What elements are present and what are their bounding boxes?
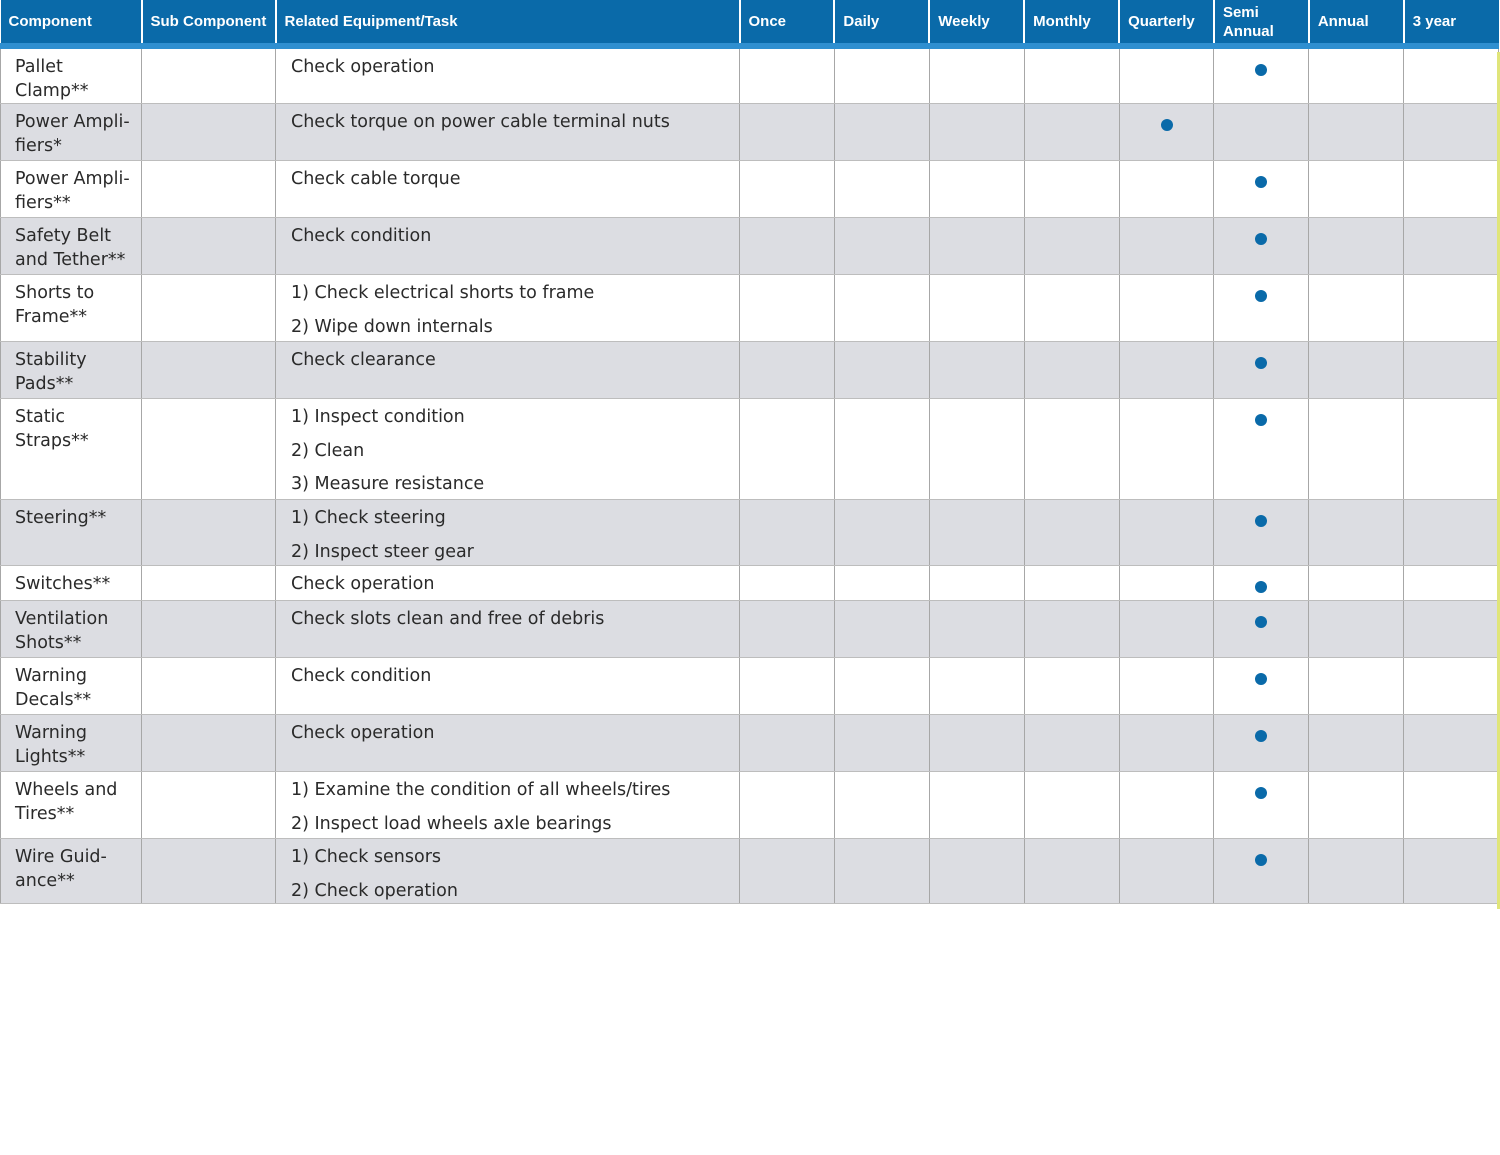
task-cell bbox=[276, 715, 740, 772]
frequency-dot-icon bbox=[1255, 730, 1267, 742]
frequency-cell bbox=[740, 715, 835, 772]
task-cell bbox=[276, 104, 740, 161]
frequency-cell bbox=[740, 566, 835, 601]
table-body bbox=[1, 46, 1499, 903]
component-cell bbox=[1, 566, 142, 601]
frequency-dot-icon bbox=[1255, 616, 1267, 628]
frequency-cell bbox=[740, 161, 835, 218]
frequency-cell bbox=[1119, 772, 1214, 839]
frequency-cell bbox=[1119, 500, 1214, 566]
header-monthly: Monthly bbox=[1024, 0, 1119, 46]
frequency-cell bbox=[834, 500, 929, 566]
frequency-cell bbox=[1119, 275, 1214, 342]
task-cell bbox=[276, 601, 740, 658]
frequency-cell bbox=[1404, 500, 1499, 566]
component-name: Warning Lights** bbox=[15, 723, 87, 767]
frequency-dot-icon bbox=[1255, 515, 1267, 527]
frequency-dot-icon bbox=[1255, 673, 1267, 685]
frequency-dot-icon bbox=[1255, 581, 1267, 593]
frequency-cell bbox=[929, 275, 1024, 342]
frequency-cell bbox=[834, 104, 929, 161]
frequency-cell bbox=[1214, 161, 1309, 218]
frequency-cell bbox=[1119, 839, 1214, 904]
sub-component-cell bbox=[142, 566, 276, 601]
table-row bbox=[1, 342, 1499, 399]
frequency-cell bbox=[1309, 715, 1404, 772]
task-step: Check operation bbox=[291, 57, 435, 77]
component-name: Warning Decals** bbox=[15, 666, 92, 710]
frequency-dot-icon bbox=[1255, 290, 1267, 302]
sub-component-cell bbox=[142, 104, 276, 161]
table-row bbox=[1, 658, 1499, 715]
task-cell bbox=[276, 658, 740, 715]
table-row bbox=[1, 46, 1499, 104]
task-step: Check operation bbox=[291, 723, 435, 743]
frequency-cell bbox=[1309, 46, 1404, 104]
task-step: 1) Check electrical shorts to frame bbox=[291, 283, 595, 303]
table-row bbox=[1, 601, 1499, 658]
task-step: 3) Measure resistance bbox=[291, 474, 485, 494]
component-name: Power Ampli-fiers* bbox=[15, 112, 130, 156]
frequency-cell bbox=[1309, 275, 1404, 342]
frequency-cell bbox=[1214, 658, 1309, 715]
task-cell bbox=[276, 839, 740, 904]
task-step: 1) Check steering bbox=[291, 508, 446, 528]
frequency-cell bbox=[1024, 500, 1119, 566]
frequency-cell bbox=[929, 500, 1024, 566]
frequency-cell bbox=[1024, 104, 1119, 161]
frequency-cell bbox=[1214, 715, 1309, 772]
frequency-cell bbox=[1119, 104, 1214, 161]
task-step: 1) Inspect condition bbox=[291, 407, 465, 427]
frequency-cell bbox=[1214, 104, 1309, 161]
component-name: Static Straps** bbox=[15, 407, 89, 451]
frequency-dot-icon bbox=[1255, 787, 1267, 799]
frequency-cell bbox=[834, 275, 929, 342]
frequency-cell bbox=[929, 715, 1024, 772]
frequency-cell bbox=[929, 342, 1024, 399]
table-row bbox=[1, 500, 1499, 566]
header-semi-annual: Semi Annual bbox=[1214, 0, 1309, 46]
task-step: 1) Check sensors bbox=[291, 847, 442, 867]
table-row bbox=[1, 104, 1499, 161]
component-name: Shorts to Frame** bbox=[15, 283, 95, 327]
header-annual: Annual bbox=[1309, 0, 1404, 46]
frequency-cell bbox=[1404, 772, 1499, 839]
frequency-cell bbox=[1404, 342, 1499, 399]
frequency-cell bbox=[834, 715, 929, 772]
frequency-cell bbox=[1214, 772, 1309, 839]
table-row bbox=[1, 715, 1499, 772]
frequency-cell bbox=[1309, 104, 1404, 161]
frequency-cell bbox=[1214, 500, 1309, 566]
frequency-cell bbox=[1119, 46, 1214, 104]
frequency-cell bbox=[1024, 46, 1119, 104]
sub-component-cell bbox=[142, 46, 276, 104]
frequency-cell bbox=[1214, 275, 1309, 342]
sub-component-cell bbox=[142, 839, 276, 904]
header-quarterly: Quarterly bbox=[1119, 0, 1214, 46]
frequency-cell bbox=[1119, 342, 1214, 399]
frequency-cell bbox=[929, 218, 1024, 275]
frequency-cell bbox=[929, 161, 1024, 218]
sub-component-cell bbox=[142, 500, 276, 566]
frequency-cell bbox=[740, 342, 835, 399]
sub-component-cell bbox=[142, 601, 276, 658]
component-name: Safety Belt and Tether** bbox=[15, 226, 126, 270]
sub-component-cell bbox=[142, 658, 276, 715]
frequency-cell bbox=[929, 46, 1024, 104]
header-task: Related Equipment/Task bbox=[276, 0, 740, 46]
frequency-cell bbox=[1024, 218, 1119, 275]
frequency-dot-icon bbox=[1255, 176, 1267, 188]
sub-component-cell bbox=[142, 399, 276, 500]
frequency-cell bbox=[1309, 161, 1404, 218]
frequency-cell bbox=[740, 601, 835, 658]
frequency-cell bbox=[1309, 601, 1404, 658]
frequency-cell bbox=[1024, 399, 1119, 500]
header-component: Component bbox=[1, 0, 142, 46]
task-cell bbox=[276, 566, 740, 601]
component-name: Stability Pads** bbox=[15, 350, 87, 394]
frequency-cell bbox=[740, 104, 835, 161]
frequency-cell bbox=[1404, 399, 1499, 500]
frequency-cell bbox=[740, 218, 835, 275]
frequency-cell bbox=[1024, 772, 1119, 839]
task-step: Check operation bbox=[291, 574, 435, 594]
frequency-cell bbox=[1404, 658, 1499, 715]
frequency-cell bbox=[1214, 342, 1309, 399]
frequency-cell bbox=[1214, 218, 1309, 275]
frequency-cell bbox=[834, 399, 929, 500]
frequency-dot-icon bbox=[1255, 233, 1267, 245]
frequency-cell bbox=[1024, 161, 1119, 218]
frequency-cell bbox=[929, 566, 1024, 601]
task-cell bbox=[276, 161, 740, 218]
sub-component-cell bbox=[142, 772, 276, 839]
frequency-cell bbox=[1309, 500, 1404, 566]
component-cell bbox=[1, 46, 142, 104]
component-cell bbox=[1, 399, 142, 500]
task-step: Check condition bbox=[291, 226, 432, 246]
frequency-cell bbox=[1214, 601, 1309, 658]
component-name: Wire Guid-ance** bbox=[15, 847, 107, 891]
sub-component-cell bbox=[142, 715, 276, 772]
frequency-cell bbox=[1404, 161, 1499, 218]
table-row bbox=[1, 161, 1499, 218]
task-step: Check condition bbox=[291, 666, 432, 686]
frequency-cell bbox=[1309, 839, 1404, 904]
frequency-cell bbox=[1404, 601, 1499, 658]
table-row bbox=[1, 218, 1499, 275]
task-step: 2) Wipe down internals bbox=[291, 316, 493, 337]
frequency-cell bbox=[1024, 566, 1119, 601]
frequency-cell bbox=[1214, 46, 1309, 104]
frequency-cell bbox=[929, 104, 1024, 161]
component-name: Power Ampli-fiers** bbox=[15, 169, 130, 213]
frequency-cell bbox=[929, 658, 1024, 715]
header-row bbox=[1, 0, 1499, 46]
frequency-cell bbox=[1214, 399, 1309, 500]
component-cell bbox=[1, 839, 142, 904]
frequency-cell bbox=[740, 46, 835, 104]
frequency-dot-icon bbox=[1255, 64, 1267, 76]
header-once: Once bbox=[740, 0, 835, 46]
header-daily: Daily bbox=[834, 0, 929, 46]
frequency-cell bbox=[1024, 342, 1119, 399]
component-cell bbox=[1, 601, 142, 658]
frequency-dot-icon bbox=[1255, 357, 1267, 369]
frequency-cell bbox=[834, 342, 929, 399]
frequency-cell bbox=[740, 658, 835, 715]
frequency-cell bbox=[1309, 658, 1404, 715]
task-step: 2) Check operation bbox=[291, 880, 458, 901]
frequency-cell bbox=[1404, 839, 1499, 904]
frequency-cell bbox=[1309, 218, 1404, 275]
component-name: Wheels and Tires** bbox=[15, 780, 118, 824]
frequency-cell bbox=[834, 218, 929, 275]
task-step: Check slots clean and free of debris bbox=[291, 609, 605, 629]
header-weekly: Weekly bbox=[929, 0, 1024, 46]
frequency-cell bbox=[1309, 772, 1404, 839]
task-cell bbox=[276, 275, 740, 342]
table-row bbox=[1, 839, 1499, 904]
frequency-cell bbox=[740, 500, 835, 566]
sub-component-cell bbox=[142, 275, 276, 342]
frequency-cell bbox=[1404, 566, 1499, 601]
frequency-cell bbox=[1024, 839, 1119, 904]
table-row bbox=[1, 566, 1499, 601]
frequency-cell bbox=[1404, 104, 1499, 161]
component-cell bbox=[1, 275, 142, 342]
frequency-cell bbox=[1404, 275, 1499, 342]
task-cell bbox=[276, 46, 740, 104]
table-row bbox=[1, 399, 1499, 500]
frequency-cell bbox=[834, 772, 929, 839]
frequency-cell bbox=[1119, 658, 1214, 715]
task-step: 2) Inspect load wheels axle bearings bbox=[291, 813, 612, 834]
task-step: Check clearance bbox=[291, 350, 436, 370]
component-cell bbox=[1, 772, 142, 839]
sub-component-cell bbox=[142, 342, 276, 399]
task-step: Check cable torque bbox=[291, 169, 461, 189]
frequency-cell bbox=[929, 839, 1024, 904]
component-cell bbox=[1, 658, 142, 715]
frequency-cell bbox=[834, 658, 929, 715]
task-cell bbox=[276, 218, 740, 275]
component-name: Steering** bbox=[15, 508, 107, 528]
frequency-cell bbox=[1119, 161, 1214, 218]
component-cell bbox=[1, 104, 142, 161]
component-name: Ventilation Shots** bbox=[15, 609, 109, 653]
frequency-cell bbox=[1309, 566, 1404, 601]
sub-component-cell bbox=[142, 218, 276, 275]
frequency-cell bbox=[1214, 566, 1309, 601]
task-cell bbox=[276, 342, 740, 399]
frequency-cell bbox=[834, 601, 929, 658]
frequency-cell bbox=[834, 566, 929, 601]
component-name: Pallet Clamp** bbox=[15, 57, 89, 101]
task-step: 1) Examine the condition of all wheels/tires bbox=[291, 780, 671, 800]
frequency-cell bbox=[1024, 715, 1119, 772]
frequency-cell bbox=[740, 399, 835, 500]
component-cell bbox=[1, 715, 142, 772]
task-cell bbox=[276, 399, 740, 500]
task-step: 2) Inspect steer gear bbox=[291, 541, 474, 562]
frequency-dot-icon bbox=[1255, 854, 1267, 866]
frequency-cell bbox=[929, 772, 1024, 839]
component-cell bbox=[1, 500, 142, 566]
frequency-dot-icon bbox=[1161, 119, 1173, 131]
frequency-cell bbox=[740, 275, 835, 342]
task-step: Check torque on power cable terminal nuts bbox=[291, 112, 670, 132]
component-cell bbox=[1, 342, 142, 399]
frequency-cell bbox=[1024, 275, 1119, 342]
frequency-cell bbox=[1024, 601, 1119, 658]
component-cell bbox=[1, 218, 142, 275]
sub-component-cell bbox=[142, 161, 276, 218]
frequency-cell bbox=[929, 601, 1024, 658]
task-cell bbox=[276, 772, 740, 839]
table-row bbox=[1, 275, 1499, 342]
task-cell bbox=[276, 500, 740, 566]
frequency-cell bbox=[1309, 399, 1404, 500]
frequency-cell bbox=[834, 161, 929, 218]
frequency-cell bbox=[1119, 566, 1214, 601]
frequency-cell bbox=[1119, 601, 1214, 658]
frequency-cell bbox=[1404, 218, 1499, 275]
table-row bbox=[1, 772, 1499, 839]
component-name: Switches** bbox=[15, 574, 111, 594]
frequency-cell bbox=[834, 839, 929, 904]
header-sub-component: Sub Component bbox=[142, 0, 276, 46]
frequency-dot-icon bbox=[1255, 414, 1267, 426]
frequency-cell bbox=[1214, 839, 1309, 904]
frequency-cell bbox=[1024, 658, 1119, 715]
frequency-cell bbox=[834, 46, 929, 104]
frequency-cell bbox=[1119, 715, 1214, 772]
frequency-cell bbox=[929, 399, 1024, 500]
frequency-cell bbox=[740, 839, 835, 904]
frequency-cell bbox=[740, 772, 835, 839]
header-3-year: 3 year bbox=[1412, 13, 1457, 30]
frequency-cell bbox=[1404, 715, 1499, 772]
frequency-cell bbox=[1404, 46, 1499, 104]
frequency-cell bbox=[1119, 399, 1214, 500]
task-step: 2) Clean bbox=[291, 440, 365, 461]
frequency-cell bbox=[1309, 342, 1404, 399]
component-cell bbox=[1, 161, 142, 218]
frequency-cell bbox=[1119, 218, 1214, 275]
